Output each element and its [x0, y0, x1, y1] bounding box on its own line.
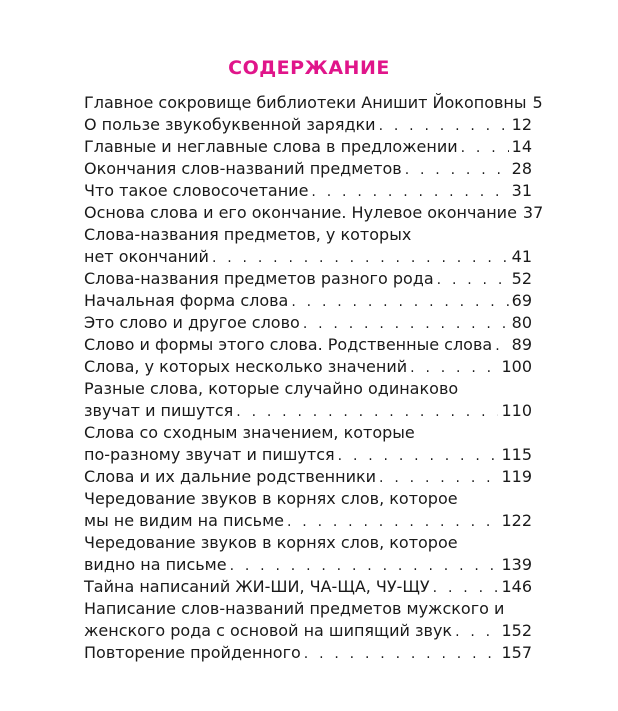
toc-page-number: 115	[501, 445, 532, 464]
toc-entry-title: Главные и неглавные слова в предложении	[84, 137, 458, 156]
toc-entry-title: Повторение пройденного	[84, 643, 301, 662]
toc-entry-line	[84, 224, 532, 246]
toc-entry-line	[84, 532, 532, 554]
dot-leader	[461, 137, 509, 159]
toc-entry-line	[84, 202, 544, 224]
toc-entry-title: Что такое словосочетание	[84, 181, 309, 200]
toc-entry-line	[84, 554, 532, 576]
toc-page-number: 14	[511, 137, 532, 156]
toc-page-number: 122	[501, 511, 532, 530]
dot-leader	[410, 357, 498, 379]
toc-entry-line	[84, 180, 532, 202]
dot-leader	[230, 555, 499, 577]
toc-entry	[84, 378, 532, 422]
toc-page-number: 100	[501, 357, 532, 376]
toc-entry-title: Окончания слов-названий предметов	[84, 159, 402, 178]
toc-entry-title: Слово и формы этого слова. Родственные слова	[84, 335, 493, 354]
toc-entry	[84, 158, 532, 180]
dot-leader	[433, 577, 499, 599]
dot-leader	[303, 313, 509, 335]
toc-entry-line	[84, 334, 532, 356]
dot-leader	[236, 401, 498, 423]
dot-leader	[212, 247, 509, 269]
toc-entry-title: Тайна написаний ЖИ-ШИ, ЧА-ЩА, ЧУ-ЩУ	[84, 577, 430, 596]
toc-entry-line	[84, 444, 532, 466]
toc-entry-title: Написание слов-названий предметов мужского и	[84, 599, 505, 618]
toc-entry-line	[84, 576, 532, 598]
toc-entry-line	[84, 378, 532, 400]
toc-page-number: 37	[522, 203, 544, 222]
toc-entry-title: видно на письме	[84, 555, 227, 574]
toc-entry	[84, 598, 532, 642]
toc-entry	[84, 92, 543, 114]
toc-page-number: 52	[511, 269, 532, 288]
toc-entry	[84, 136, 532, 158]
table-of-contents	[84, 92, 544, 664]
toc-entry	[84, 180, 532, 202]
toc-page-number: 146	[501, 577, 532, 596]
toc-entry-line	[84, 114, 532, 136]
toc-entry-title: Слова-названия предметов разного рода	[84, 269, 434, 288]
toc-page-number: 119	[501, 467, 532, 486]
toc-entry	[84, 422, 532, 466]
dot-leader	[495, 335, 508, 357]
dot-leader	[291, 291, 508, 313]
toc-page-number: 89	[511, 335, 532, 354]
toc-entry-line	[84, 400, 532, 422]
toc-page-number: 152	[501, 621, 532, 640]
toc-entry-line	[84, 136, 532, 158]
toc-entry-title: Чередование звуков в корнях слов, которое	[84, 489, 458, 508]
toc-page-number: 69	[511, 291, 532, 310]
toc-entry-line	[84, 488, 532, 510]
toc-entry-title: Это слово и другое слово	[84, 313, 300, 332]
toc-entry-line	[84, 598, 532, 620]
toc-entry-line	[84, 466, 532, 488]
toc-entry-title: О пользе звукобуквенной зарядки	[84, 115, 376, 134]
toc-entry-line	[84, 620, 532, 642]
toc-entry-title: Основа слова и его окончание. Нулевое окончание	[84, 203, 517, 222]
toc-page-number: 5	[532, 93, 543, 112]
toc-entry	[84, 202, 544, 224]
toc-entry-title: Слова и их дальние родственники	[84, 467, 377, 486]
toc-page-number: 80	[511, 313, 532, 332]
toc-page-number: 139	[501, 555, 532, 574]
toc-entry-title: Слова со сходным значением, которые	[84, 423, 415, 442]
toc-entry-title: Чередование звуков в корнях слов, которое	[84, 533, 458, 552]
toc-entry-title: нет окончаний	[84, 247, 209, 266]
toc-entry-line	[84, 246, 532, 268]
toc-page-number: 41	[511, 247, 532, 266]
toc-entry	[84, 312, 532, 334]
toc-page-number: 12	[511, 115, 532, 134]
dot-leader	[379, 467, 498, 489]
dot-leader	[455, 621, 498, 643]
toc-entry-title: Главное сокровище библиотеки Анишит Йокоповны	[84, 93, 527, 112]
toc-page-number: 31	[511, 181, 532, 200]
toc-entry-line	[84, 158, 532, 180]
toc-entry	[84, 224, 532, 268]
toc-page-number: 157	[501, 643, 532, 662]
toc-entry	[84, 290, 532, 312]
toc-entry-title: мы не видим на письме	[84, 511, 284, 530]
toc-entry-line	[84, 268, 532, 290]
dot-leader	[338, 445, 499, 467]
toc-entry-line	[84, 290, 532, 312]
toc-entry	[84, 356, 532, 378]
dot-leader	[405, 159, 509, 181]
toc-entry-title: звучат и пишутся	[84, 401, 234, 420]
toc-page-number: 110	[501, 401, 532, 420]
toc-entry	[84, 334, 532, 356]
dot-leader	[437, 269, 509, 291]
toc-entry-line	[84, 356, 532, 378]
toc-entry-title: Разные слова, которые случайно одинаково	[84, 379, 459, 398]
toc-entry-title: Начальная форма слова	[84, 291, 289, 310]
toc-entry	[84, 576, 532, 598]
toc-entry	[84, 114, 532, 136]
toc-entry	[84, 642, 532, 664]
toc-entry	[84, 466, 532, 488]
toc-page-number: 28	[511, 159, 532, 178]
toc-entry-line	[84, 422, 532, 444]
toc-entry-title: женского рода с основой на шипящий звук	[84, 621, 453, 640]
toc-entry-line	[84, 312, 532, 334]
toc-entry-line	[84, 510, 532, 532]
toc-entry	[84, 532, 532, 576]
dot-leader	[311, 181, 508, 203]
dot-leader	[287, 511, 498, 533]
dot-leader	[379, 115, 509, 137]
toc-entry	[84, 268, 532, 290]
toc-entry-title: по-разному звучат и пишутся	[84, 445, 335, 464]
toc-entry-line	[84, 642, 532, 664]
page-title: СОДЕРЖАНИЕ	[228, 57, 390, 79]
toc-entry-line	[84, 92, 543, 114]
toc-entry-title: Слова, у которых несколько значений	[84, 357, 408, 376]
toc-entry	[84, 488, 532, 532]
toc-entry-title: Слова-названия предметов, у которых	[84, 225, 412, 244]
dot-leader	[304, 643, 499, 665]
